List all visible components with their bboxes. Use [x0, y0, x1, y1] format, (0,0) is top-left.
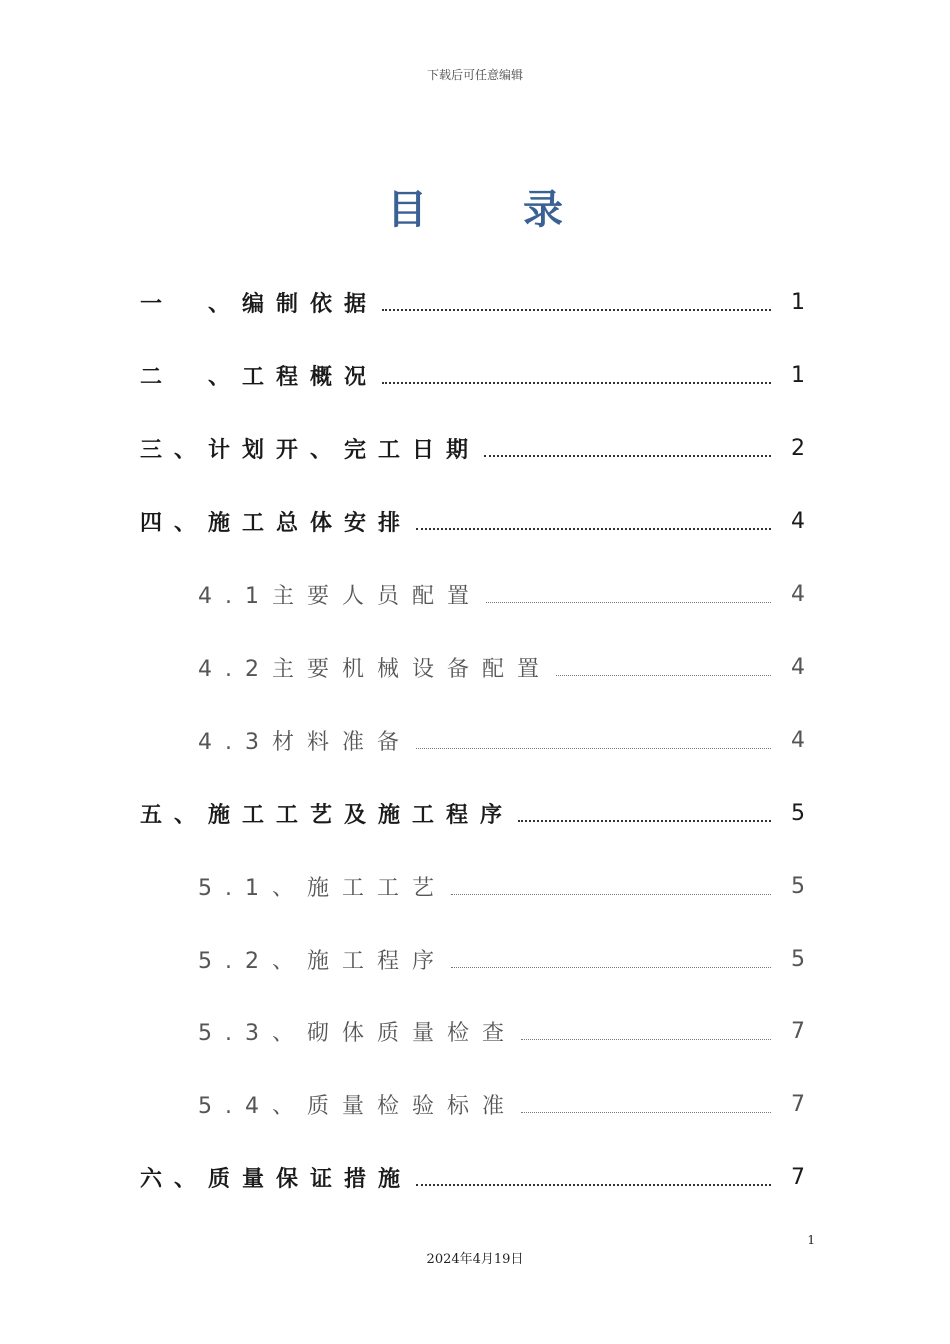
toc-leader-dots: [416, 1184, 771, 1186]
toc-entry[interactable]: [140, 282, 805, 322]
toc-page-number: 5: [791, 946, 805, 972]
toc-page-number: 7: [791, 1164, 805, 1190]
toc-leader-dots: [416, 528, 771, 530]
page-number: 1: [807, 1233, 815, 1247]
toc-entry-text: 5.2、施工程序: [198, 948, 447, 974]
footer-date: 2024年4月19日: [426, 1252, 524, 1267]
toc-entry-text: 二 、工程概况: [140, 364, 379, 390]
toc-subentry[interactable]: [198, 647, 805, 687]
toc-leader-dots: [382, 382, 771, 384]
toc-entry[interactable]: [140, 428, 805, 468]
toc-subentry[interactable]: [198, 574, 805, 614]
toc-entry-text: 4.3材料准备: [198, 729, 412, 755]
toc-entry[interactable]: [140, 355, 805, 395]
toc-leader-dots: [416, 748, 771, 749]
toc-leader-dots: [484, 455, 771, 457]
toc-page-number: 4: [791, 508, 805, 534]
page-title: 目录: [387, 187, 659, 233]
toc-entry[interactable]: [140, 1157, 805, 1197]
toc-leader-dots: [486, 602, 771, 603]
toc-page-number: 5: [791, 873, 805, 899]
toc-entry[interactable]: [140, 793, 805, 833]
toc-subentry[interactable]: [198, 720, 805, 760]
toc-page-number: 1: [791, 289, 805, 315]
toc-entry-text: 5.1、施工工艺: [198, 875, 447, 901]
toc-subentry[interactable]: [198, 1011, 805, 1051]
toc-entry-text: 4.2主要机械设备配置: [198, 656, 552, 682]
toc-page-number: 4: [791, 727, 805, 753]
toc-entry-text: 五、施工工艺及施工程序: [140, 802, 515, 828]
toc-page-number: 7: [791, 1091, 805, 1117]
toc-entry-text: 一 、编制依据: [140, 291, 379, 317]
toc-leader-dots: [518, 820, 771, 822]
toc-entry-text: 三、计划开、完工日期: [140, 437, 481, 463]
toc-page-number: 4: [791, 581, 805, 607]
toc-entry-text: 六、质量保证措施: [140, 1166, 413, 1192]
toc-page-number: 7: [791, 1018, 805, 1044]
toc-page-number: 2: [791, 435, 805, 461]
toc-page-number: 5: [791, 800, 805, 826]
toc-leader-dots: [451, 967, 771, 968]
toc-entry[interactable]: [140, 501, 805, 541]
toc-subentry[interactable]: [198, 866, 805, 906]
toc-leader-dots: [556, 675, 771, 676]
toc-leader-dots: [382, 309, 771, 311]
toc-subentry[interactable]: [198, 1084, 805, 1124]
toc-entry-text: 四、施工总体安排: [140, 510, 413, 536]
toc-entry-text: 4.1主要人员配置: [198, 583, 482, 609]
toc-entry-text: 5.3、砌体质量检查: [198, 1020, 517, 1046]
page-header-note: 下载后可任意编辑: [426, 68, 523, 82]
toc-leader-dots: [521, 1112, 771, 1113]
toc-page-number: 4: [791, 654, 805, 680]
toc-leader-dots: [451, 894, 771, 895]
toc-entry-text: 5.4、质量检验标准: [198, 1093, 517, 1119]
toc-page-number: 1: [791, 362, 805, 388]
toc-leader-dots: [521, 1039, 771, 1040]
toc-subentry[interactable]: [198, 939, 805, 979]
